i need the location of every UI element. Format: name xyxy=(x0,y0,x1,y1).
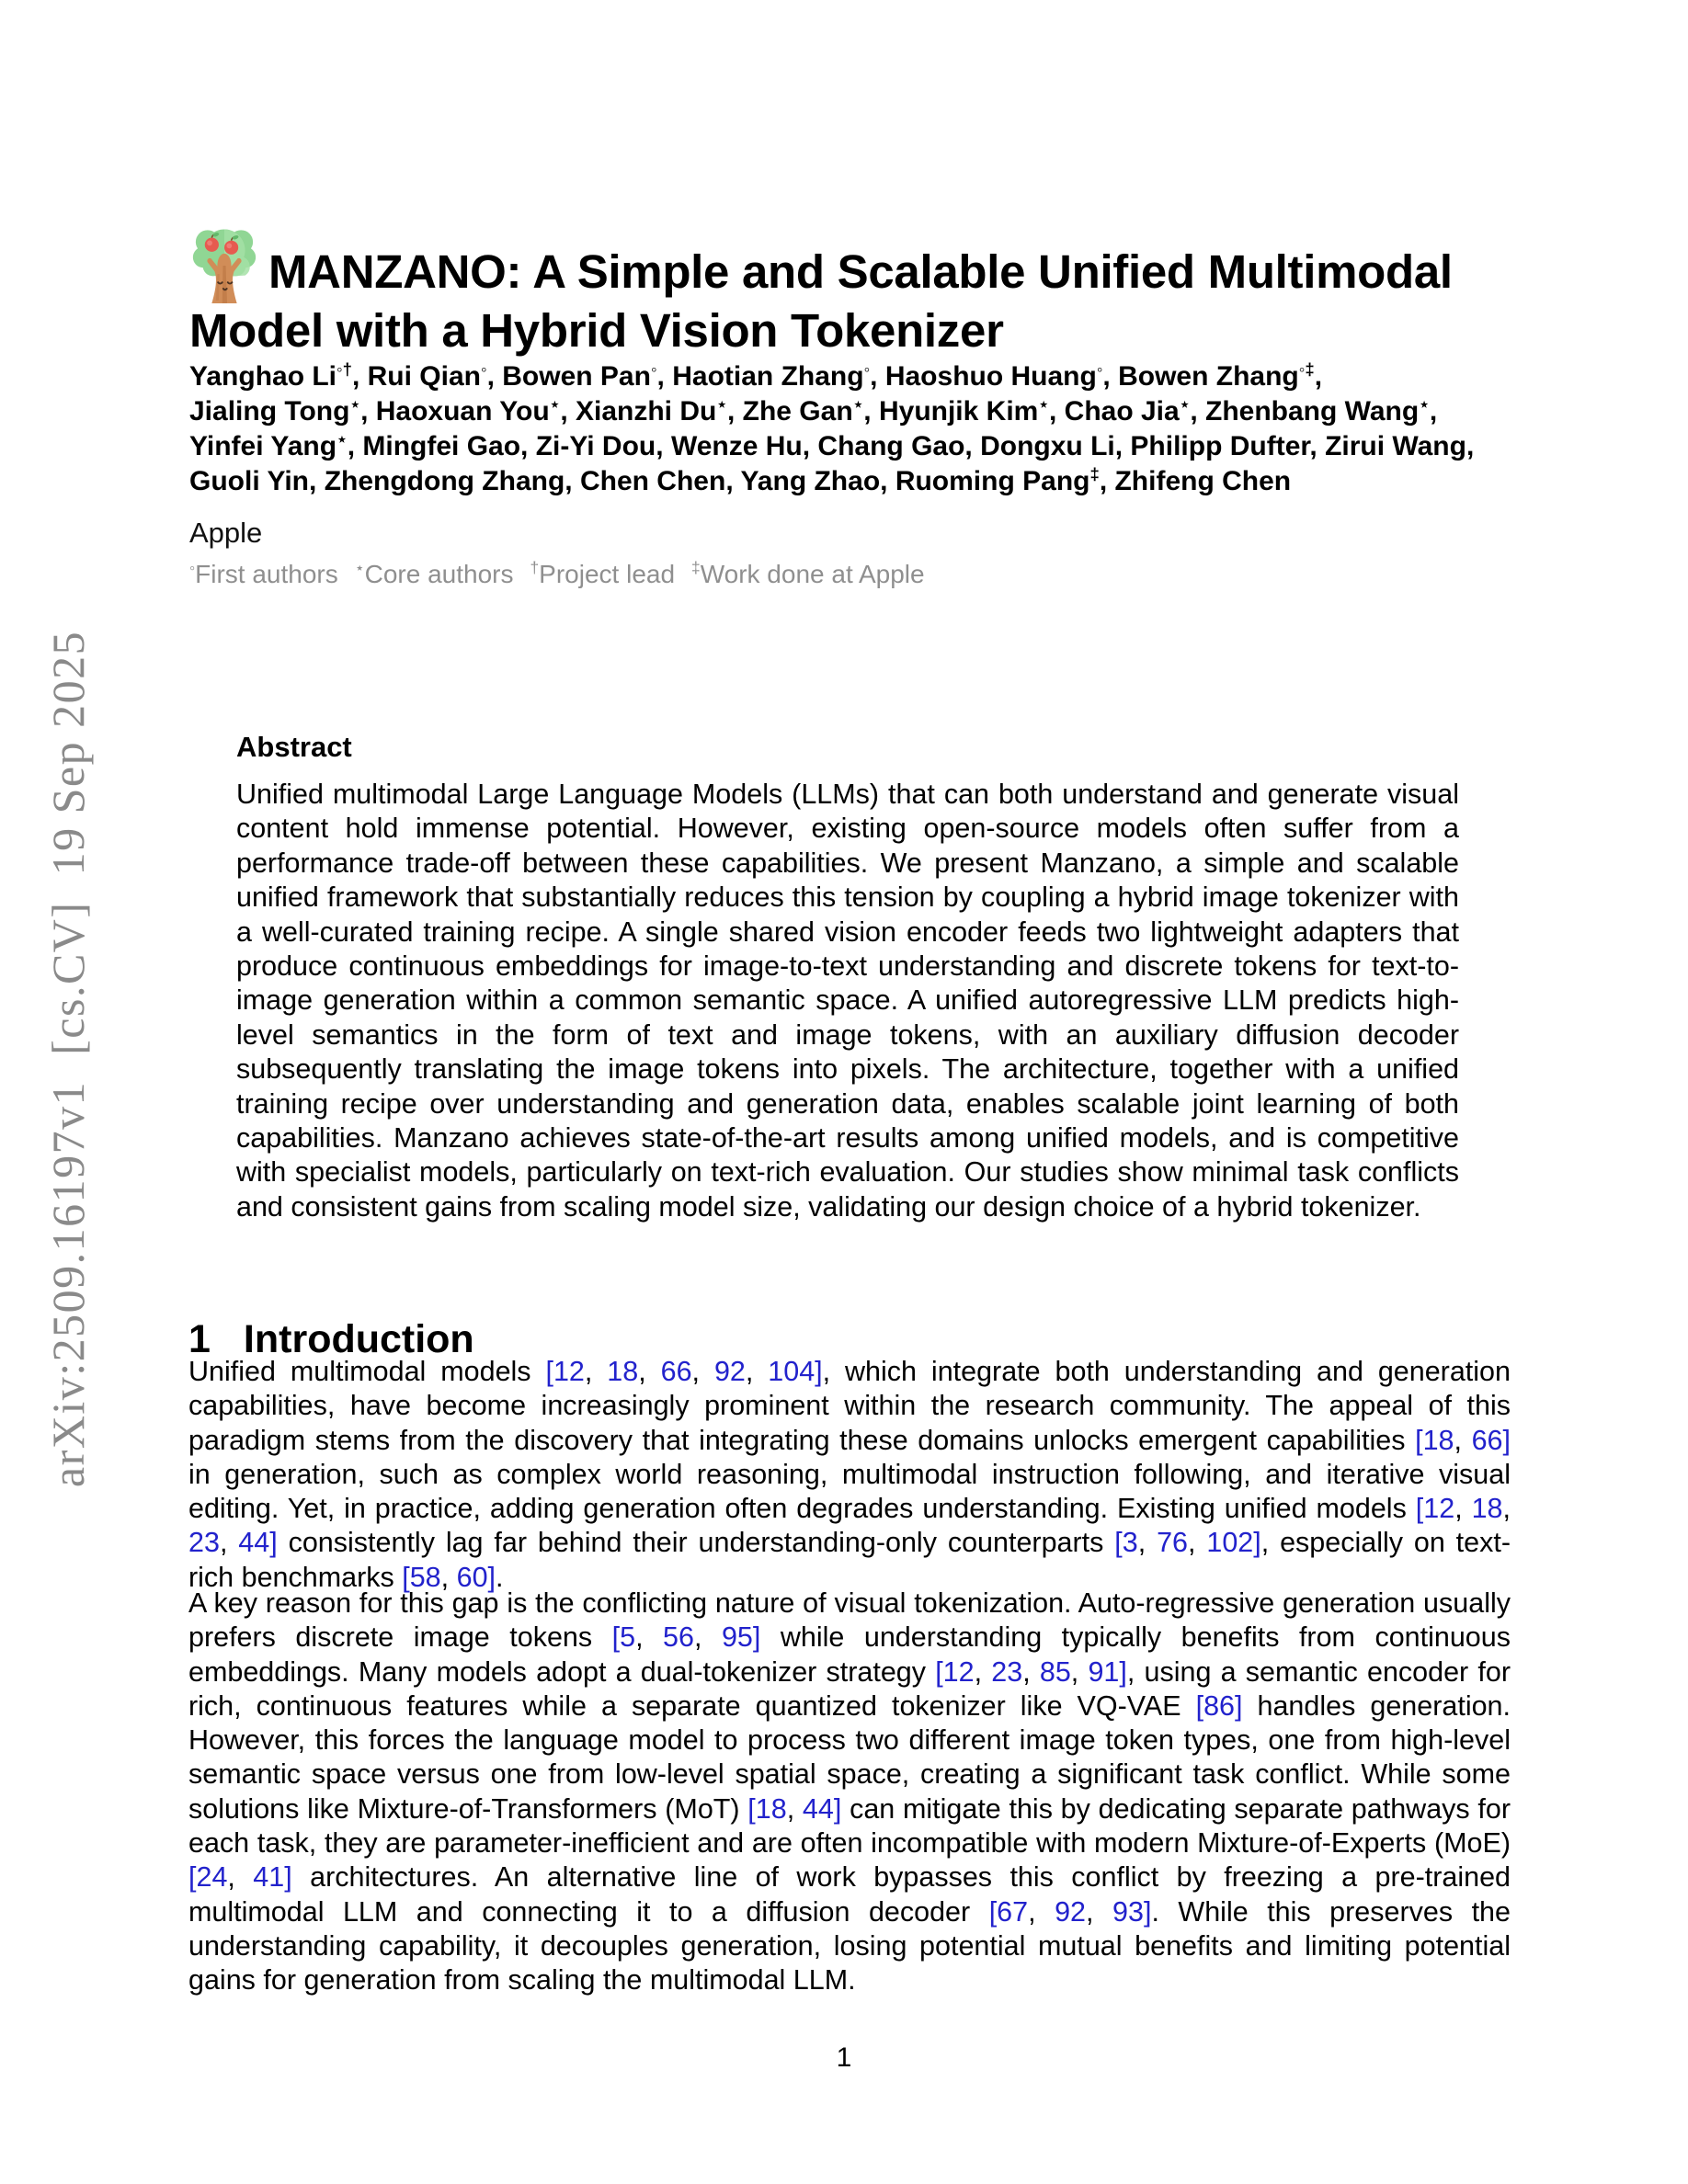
citation-link[interactable]: 3 xyxy=(1122,1527,1138,1559)
author-name: Hyunjik Kim⋆ xyxy=(878,394,1049,427)
citation-link[interactable]: 44 xyxy=(238,1527,270,1559)
citation-link[interactable]: ] xyxy=(1502,1424,1511,1456)
author-name: Chang Gao xyxy=(817,431,965,461)
citation-link[interactable]: 91 xyxy=(1088,1655,1120,1688)
citation-link[interactable]: [ xyxy=(1415,1493,1424,1525)
author-name: Zhengdong Zhang xyxy=(324,466,565,496)
citation-link[interactable]: ] xyxy=(752,1621,761,1654)
section-number: 1 xyxy=(188,1316,211,1361)
citation-link[interactable]: ] xyxy=(269,1527,278,1559)
citation-link[interactable]: [ xyxy=(1114,1527,1123,1559)
paper-title xyxy=(189,225,1532,358)
affiliation: Apple xyxy=(189,517,263,549)
citation-link[interactable]: 85 xyxy=(1039,1655,1071,1688)
author-name: Wenze Hu xyxy=(670,431,803,461)
citation-link[interactable]: ] xyxy=(815,1356,823,1387)
author-line: Yanghao Li◦†, Rui Qian◦, Bowen Pan◦, Haotian Zhang◦, Haoshuo Huang◦, Bowen Zhang◦‡, xyxy=(189,359,1323,392)
citation-link[interactable]: 92 xyxy=(1055,1895,1087,1928)
author-note: ◦First authors xyxy=(189,558,338,588)
author-name: Ruoming Pang‡ xyxy=(895,464,1100,496)
author-name: Mingfei Gao xyxy=(362,431,521,461)
author-name: Yanghao Li◦† xyxy=(189,359,352,392)
citation-link[interactable]: [ xyxy=(747,1792,756,1825)
author-name: Zirui Wang xyxy=(1325,431,1466,461)
citation-link[interactable]: 23 xyxy=(991,1655,1023,1688)
citation-link[interactable]: 18 xyxy=(607,1356,639,1387)
section-title: Introduction xyxy=(243,1316,474,1361)
author-name: Zhifeng Chen xyxy=(1114,466,1292,496)
page-number: 1 xyxy=(836,2042,852,2073)
abstract-section xyxy=(236,731,1459,1224)
citation-link[interactable]: 93 xyxy=(1112,1895,1144,1928)
citation-link[interactable]: 24 xyxy=(196,1861,228,1894)
author-name: Zhenbang Wang⋆ xyxy=(1205,394,1430,427)
citation-link[interactable]: [ xyxy=(402,1561,410,1593)
citation-link[interactable]: [ xyxy=(988,1895,998,1928)
citation-link[interactable]: ] xyxy=(1235,1689,1243,1722)
author-name: Zi-Yi Dou xyxy=(535,431,656,461)
author-name: Bowen Zhang◦‡ xyxy=(1118,359,1315,392)
author-name: Haoshuo Huang◦ xyxy=(884,359,1103,392)
author-name: Yinfei Yang⋆ xyxy=(189,429,348,461)
author-name: Chen Chen xyxy=(579,466,726,496)
citation-link[interactable]: ] xyxy=(1143,1895,1152,1928)
citation-link[interactable]: 102 xyxy=(1206,1527,1254,1559)
citation-link[interactable]: 18 xyxy=(1471,1493,1503,1525)
author-note: ⋆Core authors xyxy=(354,558,514,588)
abstract-text: Unified multimodal Large Language Models (LLMs) that can both understand and generate visual content hold immense potential. However, existing open-source models often suffer from a performance trade-off between these capabilities. We present Manzano, a simple and scalable unified framework that substantially reduces this tension by coupling a hybrid image tokenizer with a well-curated training recipe. A single shared vision encoder feeds two lightweight adapters that produce continuous embeddings for image-to-text understanding and discrete tokens for text-to-image generation within a common semantic space. A unified autoregressive LLM predicts high-level semantics in the form of text and image tokens, with an auxiliary diffusion decoder subsequently translating the image tokens into pixels. The architecture, together with a unified training recipe over understanding and generation data, enables scalable joint learning of both capabilities. Manzano achieves state-of-the-art results among unified models, and is competitive with specialist models, particularly on text-rich evaluation. Our studies show minimal task conflicts and consistent gains from scaling model size, validating our design choice of a hybrid tokenizer. xyxy=(236,779,1459,1223)
citation-link[interactable]: 12 xyxy=(942,1655,975,1688)
citation-link[interactable]: 92 xyxy=(713,1356,746,1387)
paper-title-text: MANZANO: A Simple and Scalable Unified Multimodal Model with a Hybrid Vision Tokenizer xyxy=(189,245,1453,358)
author-name: Jialing Tong⋆ xyxy=(189,394,361,427)
citation-link[interactable]: 60 xyxy=(456,1561,488,1593)
citation-link[interactable]: 66 xyxy=(1471,1424,1503,1456)
citation-link[interactable]: 5 xyxy=(620,1621,636,1654)
citation-link[interactable]: [ xyxy=(188,1861,197,1894)
intro-paragraph-2: A key reason for this gap is the conflicting nature of visual tokenization. Auto-regressive generation usually prefers discrete image tokens [5, 56, 95] while understanding typically benefits from continuous embeddings. Many models adopt a dual-tokenizer strategy [12, 23, 85, 91], using a semantic encoder for rich, continuous features while a separate quantized tokenizer like VQ-VAE [86] handles generation. However, this forces the language model to process two different image token types, one from high-level semantic space versus one from low-level spatial space, creating a significant task conflict. While some solutions like Mixture-of-Transformers (MoT) [18, 44] can mitigate this by dedicating separate pathways for each task, they are parameter-inefficient and are often incompatible with modern Mixture-of-Experts (MoE) [24, 41] architectures. An alternative line of work bypasses this conflict by freezing a pre-trained multimodal LLM and connecting it to a diffusion decoder [67, 92, 93]. While this preserves the understanding capability, it decouples generation, losing potential mutual benefits and limiting potential gains for generation from scaling the multimodal LLM. xyxy=(188,1587,1511,1996)
author-name: Xianzhi Du⋆ xyxy=(575,394,727,427)
arxiv-watermark: arXiv:2509.16197v1 [cs.CV] 19 Sep 2025 xyxy=(42,630,94,1488)
abstract-heading: Abstract xyxy=(236,731,352,763)
author-name: Guoli Yin xyxy=(189,466,310,496)
citation-link[interactable]: ] xyxy=(487,1561,496,1593)
citation-link[interactable]: [ xyxy=(1195,1689,1204,1722)
citation-link[interactable]: [ xyxy=(935,1655,943,1688)
author-note: ‡Work done at Apple xyxy=(691,558,925,588)
author-notes xyxy=(189,560,1568,589)
citation-link[interactable]: 56 xyxy=(663,1621,694,1654)
citation-link[interactable]: 12 xyxy=(1423,1493,1455,1525)
author-name: Rui Qian◦ xyxy=(367,359,487,392)
citation-link[interactable]: 44 xyxy=(802,1792,834,1825)
citation-link[interactable]: 76 xyxy=(1157,1527,1188,1559)
citation-link[interactable]: ] xyxy=(284,1861,292,1894)
author-name: Chao Jia⋆ xyxy=(1064,394,1191,427)
author-name: Haoxuan You⋆ xyxy=(375,394,561,427)
citation-link[interactable]: 18 xyxy=(1422,1424,1454,1456)
citation-link[interactable]: [ xyxy=(545,1356,553,1387)
apple-tree-emoji xyxy=(189,225,259,303)
author-line: Jialing Tong⋆, Haoxuan You⋆, Xianzhi Du⋆, Zhe Gan⋆, Hyunjik Kim⋆, Chao Jia⋆, Zhenbang Wang⋆, xyxy=(189,394,1438,427)
citation-link[interactable]: [ xyxy=(1415,1424,1423,1456)
citation-link[interactable]: 58 xyxy=(409,1561,441,1593)
author-name: Yang Zhao xyxy=(740,466,881,496)
author-note: †Project lead xyxy=(530,558,676,588)
citation-link[interactable]: 66 xyxy=(660,1356,692,1387)
citation-link[interactable]: 18 xyxy=(755,1792,787,1825)
author-line: Guoli Yin, Zhengdong Zhang, Chen Chen, Yang Zhao, Ruoming Pang‡, Zhifeng Chen xyxy=(189,464,1292,496)
author-name: Dongxu Li xyxy=(980,431,1115,461)
citation-link[interactable]: 67 xyxy=(997,1895,1029,1928)
citation-link[interactable]: 104 xyxy=(768,1356,815,1387)
author-name: Zhe Gan⋆ xyxy=(742,394,864,427)
author-name: Haotian Zhang◦ xyxy=(672,359,871,392)
author-line: Yinfei Yang⋆, Mingfei Gao, Zi-Yi Dou, Wenze Hu, Chang Gao, Dongxu Li, Philipp Dufter, Zirui Wang, xyxy=(189,429,1475,461)
citation-link[interactable]: ] xyxy=(833,1792,842,1825)
author-name: Bowen Pan◦ xyxy=(502,359,657,392)
author-name: Philipp Dufter xyxy=(1130,431,1310,461)
citation-link[interactable]: 95 xyxy=(721,1621,753,1654)
trunk xyxy=(207,254,241,303)
intro-paragraph-1: Unified multimodal models [12, 18, 66, 92, 104], which integrate both understanding and generation capabilities, have become increasingly prominent within the research community. The appeal of this paradigm stems from the discovery that integrating these domains unlocks emergent capabilities [18, 66] in generation, such as complex world reasoning, multimodal instruction following, and iterative visual editing. Yet, in practice, adding generation often degrades understanding. Existing unified models [12, 18, 23, 44] consistently lag far behind their understanding-only counterparts [3, 76, 102], especially on text-rich benchmarks [58, 60]. xyxy=(188,1356,1511,1593)
citation-link[interactable]: ] xyxy=(1253,1527,1261,1559)
citation-link[interactable]: 41 xyxy=(253,1861,285,1894)
citation-link[interactable]: 86 xyxy=(1203,1689,1235,1722)
citation-link[interactable]: 12 xyxy=(553,1356,585,1387)
citation-link[interactable]: [ xyxy=(611,1621,621,1654)
citation-link[interactable]: 23 xyxy=(188,1527,220,1559)
author-list xyxy=(189,359,1624,499)
citation-link[interactable]: ] xyxy=(1119,1655,1127,1688)
